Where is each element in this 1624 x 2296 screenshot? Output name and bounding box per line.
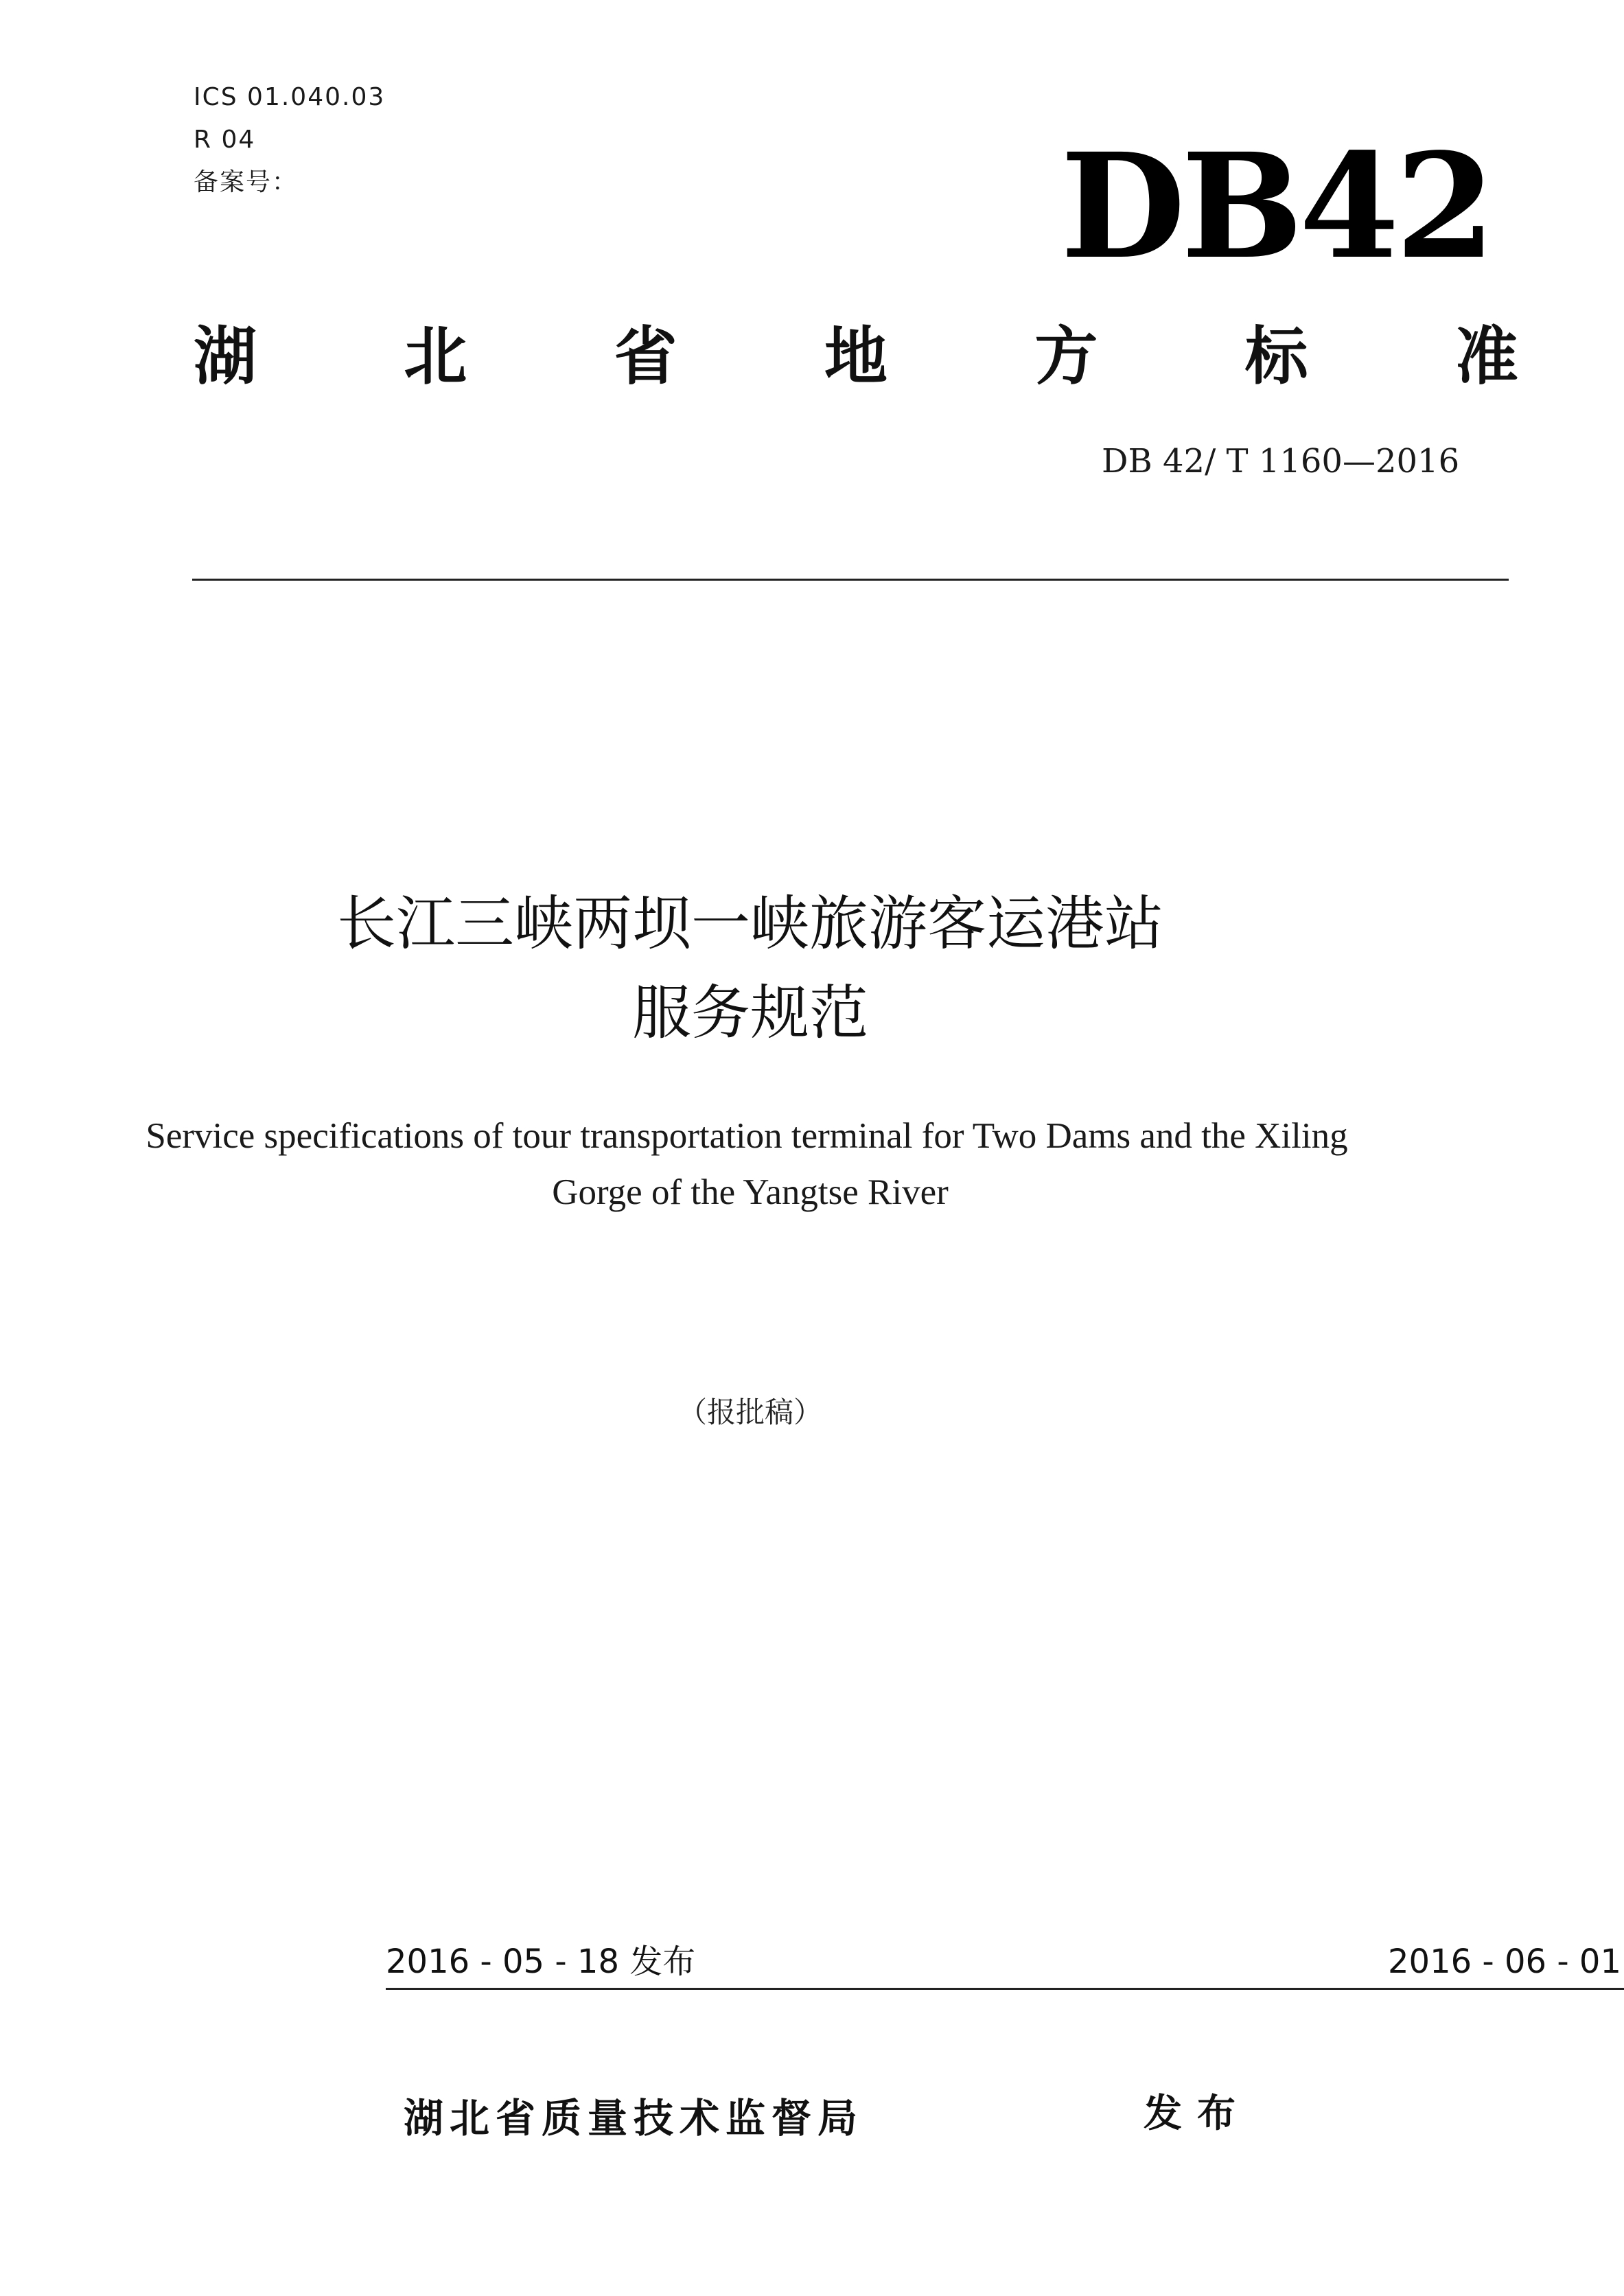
standard-logo: DB42 <box>1060 121 1492 291</box>
chinese-title-line-1: 长江三峡两坝一峡旅游客运港站 <box>337 890 1163 958</box>
publish-date: 2016 - 05 - 18 发布 <box>386 1943 696 1981</box>
standard-type-title <box>194 316 1518 398</box>
standard-type-char: 湖 <box>194 320 257 393</box>
chinese-title-line-2: 服务规范 <box>632 979 868 1047</box>
english-title-line-2: Gorge of the Yangtse River <box>552 1172 949 1212</box>
standard-type-char: 北 <box>404 320 467 393</box>
standard-type-char: 方 <box>1034 320 1098 393</box>
ics-code: ICS 01.040.03 <box>194 83 386 111</box>
standard-type-char: 准 <box>1454 320 1518 393</box>
issuing-authority: 湖北省质量技术监督局 <box>404 2095 864 2142</box>
standard-type-char: 地 <box>824 320 888 393</box>
issue-label: 发布 <box>1144 2091 1251 2136</box>
standard-type-char: 省 <box>614 320 677 393</box>
standard-number: DB 42/ T 1160—2016 <box>1102 442 1460 480</box>
record-number-label: 备案号： <box>194 168 299 196</box>
date-divider <box>386 1988 1624 1990</box>
header-divider <box>192 579 1509 581</box>
implement-date: 2016 - 06 - 01 <box>1388 1943 1621 1981</box>
category-code: R 04 <box>194 126 256 154</box>
standard-type-char: 标 <box>1244 320 1308 393</box>
english-title-line-1: Service specifications of tour transportation terminal for Two Dams and the Xiling <box>146 1116 1348 1156</box>
draft-status-note: （报批稿） <box>677 1395 822 1429</box>
